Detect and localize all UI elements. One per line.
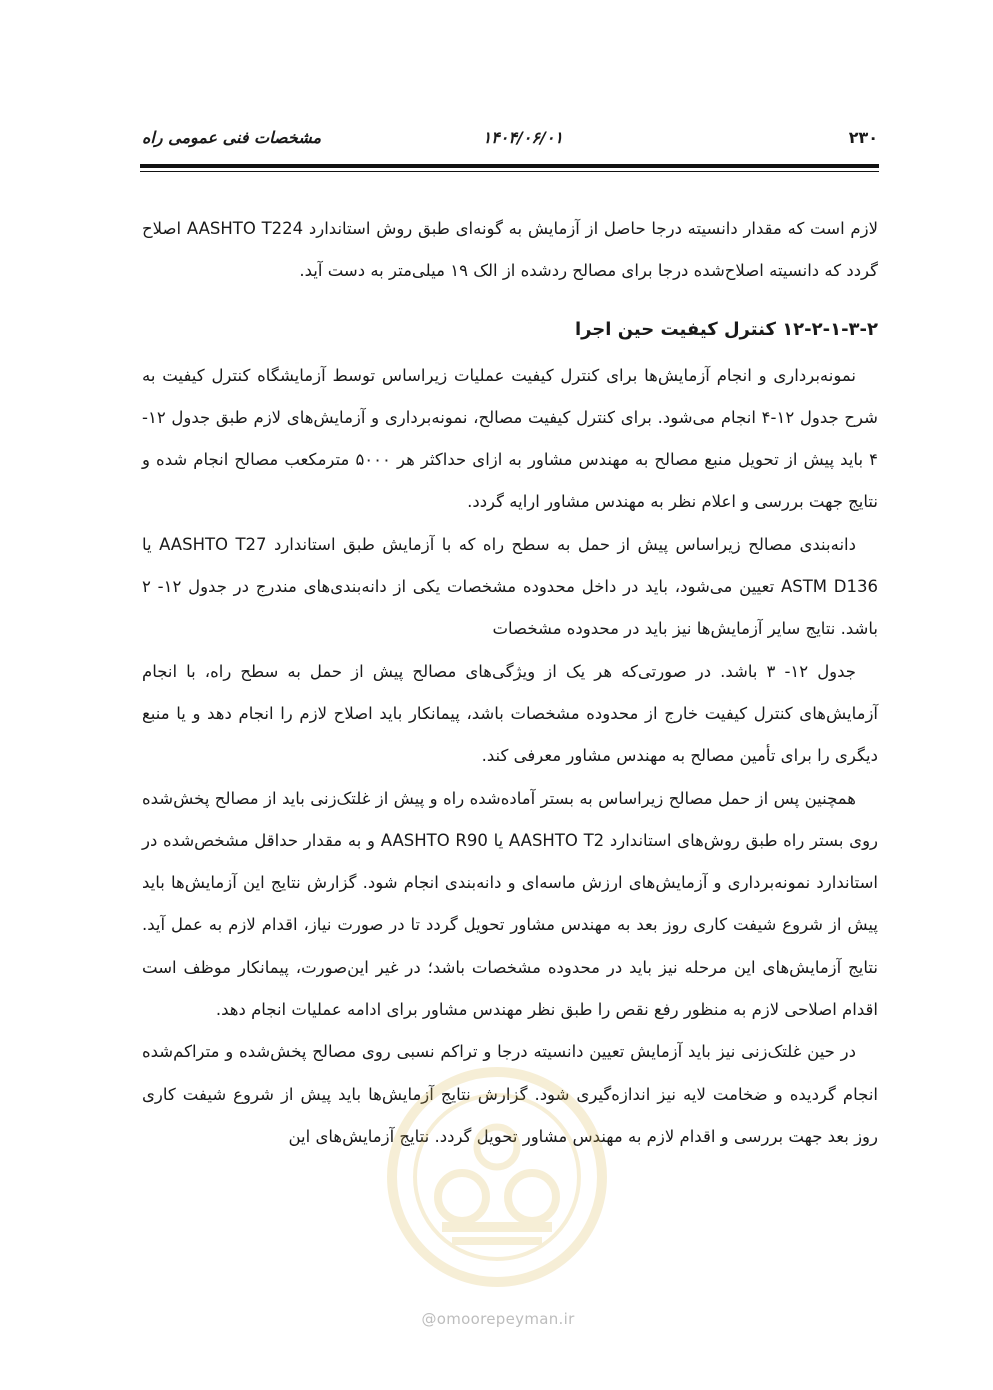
page-number: ۲۳۰ [848, 128, 878, 147]
section-heading: ۱۲-۲-۱-۳-۲ کنترل کیفیت حین اجرا [574, 318, 878, 340]
paragraph-after-spreading: همچنین پس از حمل مصالح زیراساس به بستر آماده‌شده راه و پیش از غلتک‌زنی باید از مصالح پخش‌شده روی بستر راه طبق روش‌های استاندارد AASHTO T2 یا AASHTO R90 و به مقدار حداقل مشخص‌شده در استاندارد نمونه‌برداری و آزمایش‌های ارزش ماسه‌ای و دانه‌بندی انجام شود. گزارش نتایج این آزمایش‌ها باید پیش از شروع شیفت کاری روز بعد به مهندس مشاور تحویل گردد تا در صورت نیاز، اقدام لازم به عمل آید. نتایج آزمایش‌های این مرحله نیز باید در محدوده مشخصات باشد؛ در غیر این‌صورت، پیمانکار موظف است اقدام اصلاحی لازم به منظور رفع نقص را طبق نظر مهندس مشاور برای ادامه عملیات انجام دهد. [142, 788, 879, 1020]
watermark-url: @omoorepeyman.ir [421, 1310, 575, 1328]
at-icon: @ [421, 1310, 437, 1328]
watermark-logo-icon [382, 1062, 612, 1292]
header-date: ۱۴۰۴/۰۶/۰۱ [482, 128, 563, 147]
paragraph-out-of-spec: جدول ۱۲- ۳ باشد. در صورتی‌که هر یک از ویژگی‌های مصالح پیش از حمل به سطح راه، با انجام آزمایش‌های کنترل کیفیت خارج از محدوده مشخصات باشد، پیمانکار باید اصلاح لازم را انجام دهد و یا منبع دیگری را برای تأمین مصالح به مهندس مشاور معرفی کند. [142, 661, 878, 766]
paragraph-density-correction: لازم است که مقدار دانسیته درجا حاصل از آزمایش به گونه‌ای طبق روش استاندارد AASHTO T224 اصلاح گردد که دانسیته اصلاح‌شده درجا برای مصالح ردشده از الک ۱۹ میلی‌متر به دست آید. [142, 219, 878, 281]
paragraph-during-compaction: در حین غلتک‌زنی نیز باید آزمایش تعیین دانسیته درجا و تراکم نسبی روی مصالح پخش‌شده و متراکم‌شده انجام گردیده و ضخامت لایه نیز اندازه‌گیری شود. گزارش نتایج آزمایش‌ها باید پیش از شروع شیفت کاری روز بعد جهت بررسی و اقدام لازم به مهندس مشاور تحویل گردد. نتایج آزمایش‌های این [142, 1042, 878, 1146]
page-header [142, 128, 878, 158]
book-title: مشخصات فنی عمومی راه [142, 128, 322, 147]
header-rule-thick [140, 164, 879, 168]
paragraph-gradation: دانه‌بندی مصالح زیراساس پیش از حمل به سطح راه که با آزمایش طبق استاندارد AASHTO T27 یا ASTM D136 تعیین می‌شود، باید در داخل محدوده مشخصات یکی از دانه‌بندی‌های مندرج در جدول ۱۲- ۲ باشد. نتایج سایر آزمایش‌ها نیز باید در محدوده مشخصات [142, 534, 878, 639]
document-body [142, 208, 878, 1158]
header-rule-thin [140, 171, 879, 172]
paragraph-sampling: نمونه‌برداری و انجام آزمایش‌ها برای کنترل کیفیت عملیات زیراساس توسط آزمایشگاه کنترل کیفیت به شرح جدول ۱۲-۴ انجام می‌شود. برای کنترل کیفیت مصالح، نمونه‌برداری و آزمایش‌های لازم طبق جدول ۱۲- ۴ باید پیش از تحویل منبع مصالح به مهندس مشاور به ازای حداکثر هر ۵۰۰۰ مترمکعب مصالح انجام شده و نتایج جهت بررسی و اعلام نظر به مهندس مشاور ارایه گردد. [142, 365, 879, 512]
